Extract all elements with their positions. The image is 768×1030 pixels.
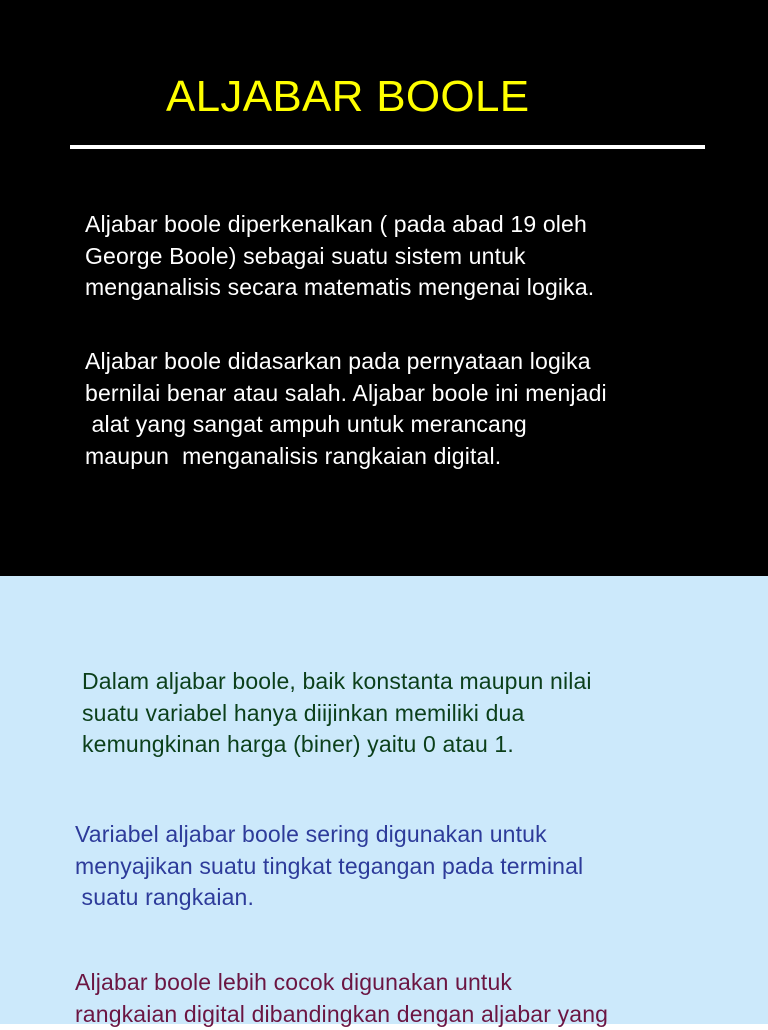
variables-paragraph: Variabel aljabar boole sering digunakan untuk menyajikan suatu tingkat tegangan pada terminal suatu rangkaian. [75, 821, 584, 910]
suitability-paragraph: Aljabar boole lebih cocok digunakan untuk rangkaian digital dibandingkan dengan aljabar yang [75, 969, 609, 1027]
title-divider [70, 145, 705, 149]
basis-paragraph: Aljabar boole didasarkan pada pernyataan logika bernilai benar atau salah. Aljabar boole ini menjadi alat yang sangat ampuh untuk merancang maupun menganalisis rangkaian digital. [85, 348, 607, 469]
slide-title: ALJABAR BOOLE [166, 72, 530, 121]
constants-paragraph: Dalam aljabar boole, baik konstanta maupun nilai suatu variabel hanya diijinkan memiliki dua kemungkinan harga (biner) yaitu 0 atau 1. [82, 668, 592, 757]
slide-2 [0, 576, 768, 1024]
intro-paragraph: Aljabar boole diperkenalkan ( pada abad 19 oleh George Boole) sebagai suatu sistem untuk menganalisis secara matematis mengenai logika. [85, 211, 595, 300]
